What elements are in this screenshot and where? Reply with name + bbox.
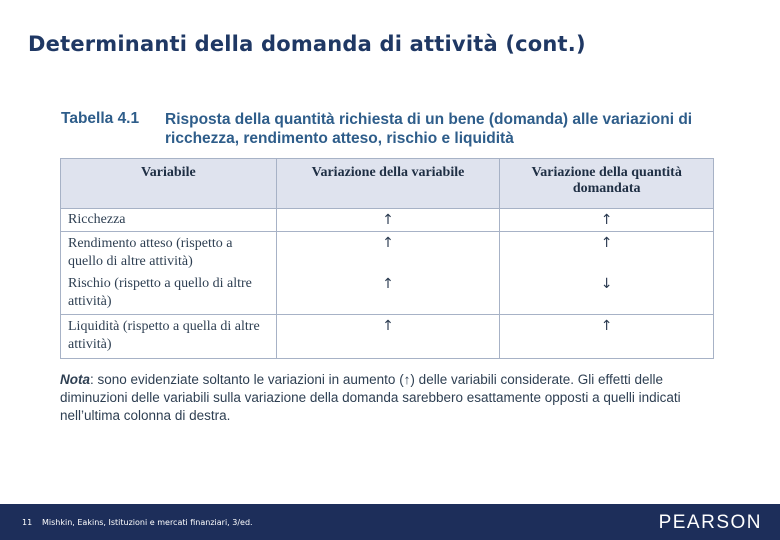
table-header-row	[61, 159, 714, 209]
table-caption-number: Tabella 4.1	[61, 110, 140, 127]
slide-number: 11	[22, 518, 33, 527]
up-arrow-icon: ↑	[276, 273, 500, 315]
row-label: Rendimento atteso (rispetto a quello di altre attività)	[61, 232, 277, 274]
header-variabile: Variabile	[61, 159, 277, 209]
table-note	[60, 371, 716, 425]
note-label: Nota	[60, 372, 90, 387]
data-table	[60, 158, 714, 359]
up-arrow-icon: ↑	[500, 232, 714, 274]
slide-title: Determinanti della domanda di attività (cont.)	[28, 32, 586, 56]
up-arrow-icon: ↑	[500, 209, 714, 232]
footer-citation: Mishkin, Eakins, Istituzioni e mercati finanziari, 3/ed.	[42, 518, 253, 527]
down-arrow-icon: ↓	[500, 273, 714, 315]
table-caption-text: Risposta della quantità richiesta di un bene (domanda) alle variazioni di ricchezza, rendimento atteso, rischio e liquidità	[165, 111, 693, 147]
header-variazione-variabile: Variazione della variabile	[276, 159, 500, 209]
header-variazione-quantita: Variazione della quantità domandata	[500, 159, 714, 209]
up-arrow-icon: ↑	[276, 315, 500, 359]
table-row	[61, 273, 714, 315]
footer-bar	[0, 504, 780, 540]
row-label: Ricchezza	[61, 209, 277, 232]
row-label: Liquidità (rispetto a quella di altre attività)	[61, 315, 277, 359]
table-row	[61, 232, 714, 274]
table-row	[61, 209, 714, 232]
note-text: : sono evidenziate soltanto le variazioni in aumento (↑) delle variabili considerate. Gli effetti delle diminuzioni delle variabili sulla variazione della domanda sarebbero esattamente opposti a quelli indicati nell’ultima colonna di destra.	[60, 372, 681, 423]
row-label: Rischio (rispetto a quello di altre attività)	[61, 273, 277, 315]
table-row	[61, 315, 714, 359]
up-arrow-icon: ↑	[500, 315, 714, 359]
pearson-logo: PEARSON	[658, 512, 762, 533]
up-arrow-icon: ↑	[276, 232, 500, 274]
up-arrow-icon: ↑	[276, 209, 500, 232]
